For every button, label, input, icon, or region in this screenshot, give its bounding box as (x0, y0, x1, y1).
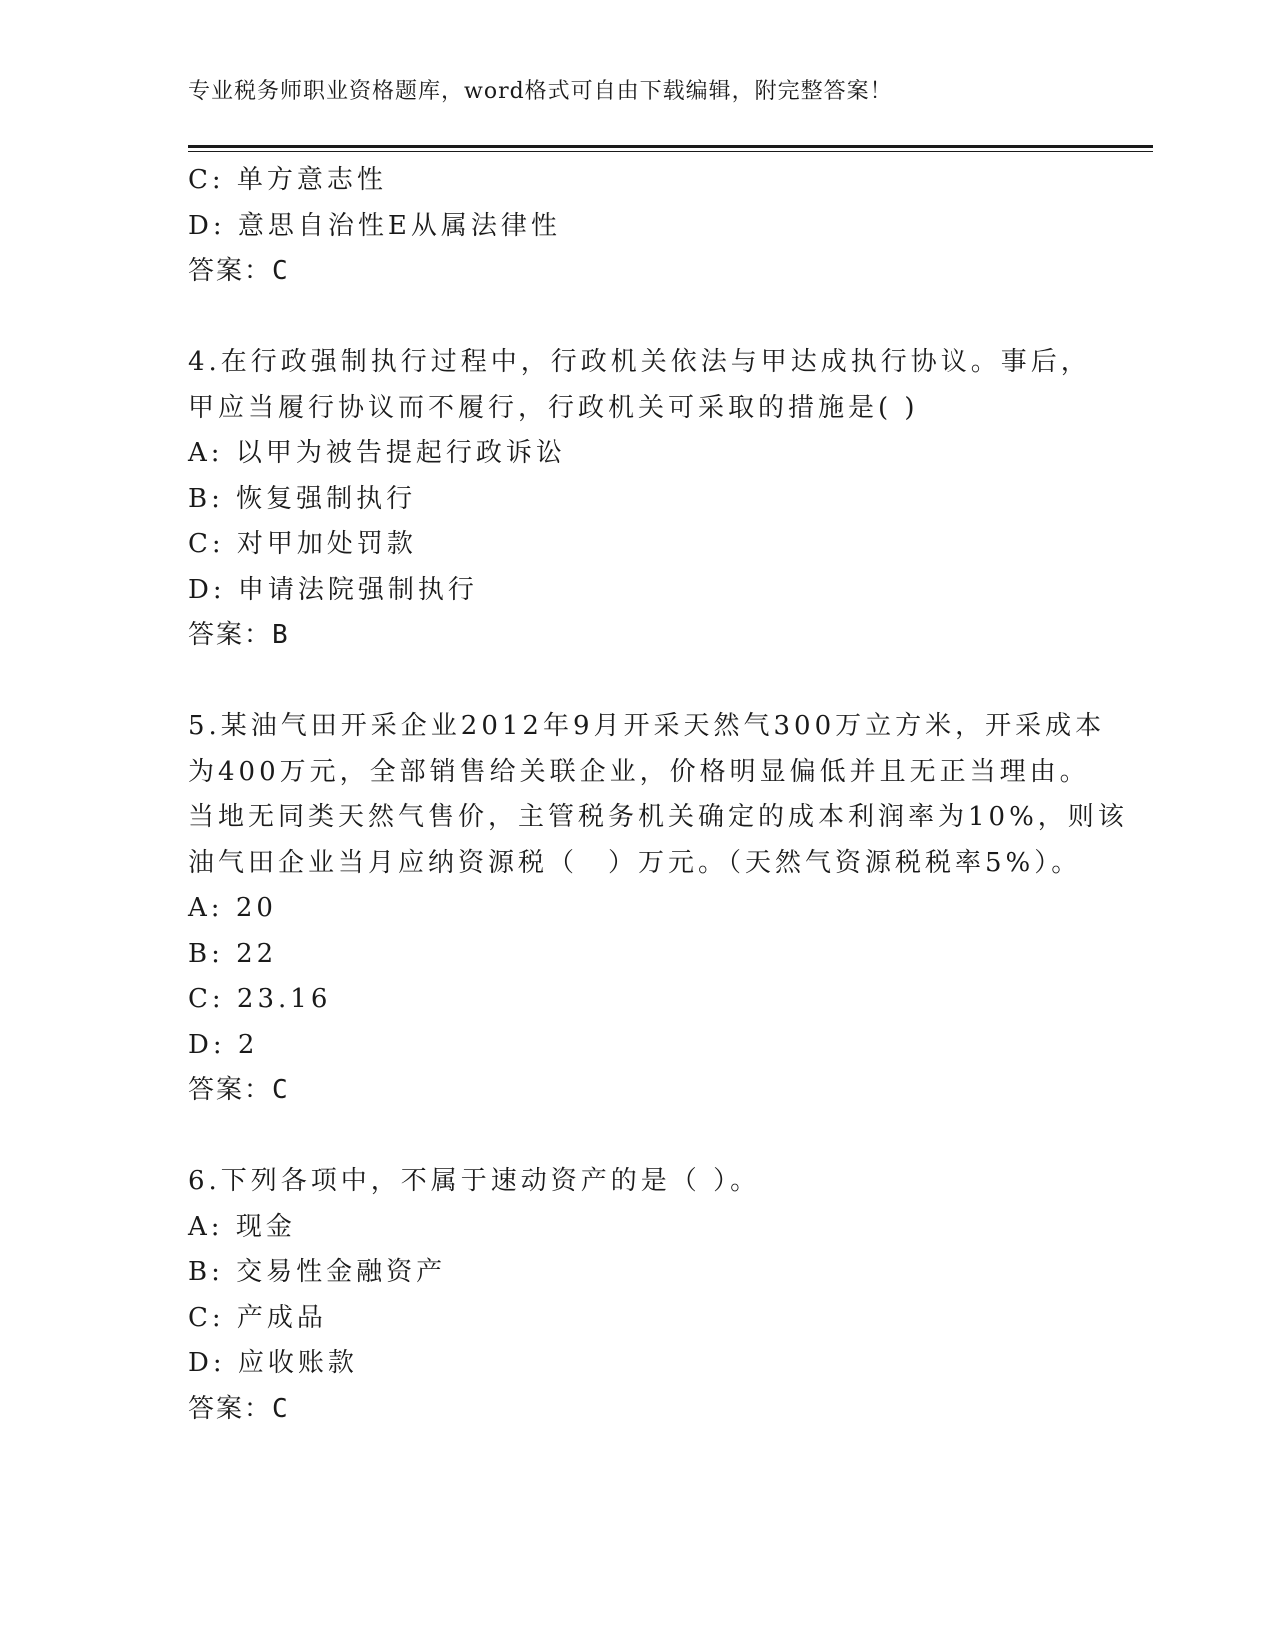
option-b: B: 恢复强制执行 (188, 483, 417, 514)
question-4 (188, 340, 1091, 659)
question-stem-line: 当地无同类天然气售价，主管税务机关确定的成本利润率为10%，则该 (188, 802, 1128, 832)
option-b: B: 交易性金融资产 (188, 1257, 447, 1287)
option-a: A: 以甲为被告提起行政诉讼 (188, 438, 566, 468)
option-c: C: 23.16 (188, 984, 332, 1014)
option-b: B: 22 (188, 938, 278, 969)
option-d: D: 2 (188, 1029, 259, 1060)
answer: 答案：B (188, 620, 290, 650)
option-a: A: 现金 (188, 1211, 296, 1242)
question-3 (188, 158, 1088, 295)
answer: 答案：C (188, 1393, 290, 1424)
question-stem-line: 油气田企业当月应纳资源税（ ）万元。（天然气资源税税率5%）。 (188, 847, 1082, 878)
question-stem-line: 为400万元，全部销售给关联企业，价格明显偏低并且无正当理由。 (188, 756, 1090, 787)
option-d: D: 意思自治性E从属法律性 (188, 210, 561, 241)
page-header: 专业税务师职业资格题库，word格式可自由下载编辑，附完整答案！ (188, 79, 893, 104)
question-stem-line: 5.某油气田开采企业2012年9月开采天然气300万立方米，开采成本 (188, 711, 1106, 741)
option-c: C: 产成品 (188, 1302, 327, 1333)
option-c: C: 单方意志性 (188, 165, 387, 195)
question-5 (188, 704, 1128, 1114)
header-rule-thick (188, 145, 1153, 148)
question-stem-line: 6.下列各项中，不属于速动资产的是（ ）。 (188, 1166, 761, 1196)
option-a: A: 20 (188, 893, 277, 923)
option-d: D: 申请法院强制执行 (188, 574, 478, 605)
answer: 答案：C (188, 256, 290, 286)
option-c: C: 对甲加处罚款 (188, 529, 417, 559)
header-rule-thin (188, 151, 1153, 152)
question-list (188, 158, 1128, 1432)
question-stem-line: 甲应当履行协议而不履行，行政机关可采取的措施是( ) (188, 392, 919, 423)
question-6 (188, 1159, 1088, 1432)
answer: 答案：C (188, 1075, 290, 1105)
option-d: D: 应收账款 (188, 1348, 358, 1378)
question-stem-line: 4.在行政强制执行过程中，行政机关依法与甲达成执行协议。事后， (188, 347, 1091, 377)
